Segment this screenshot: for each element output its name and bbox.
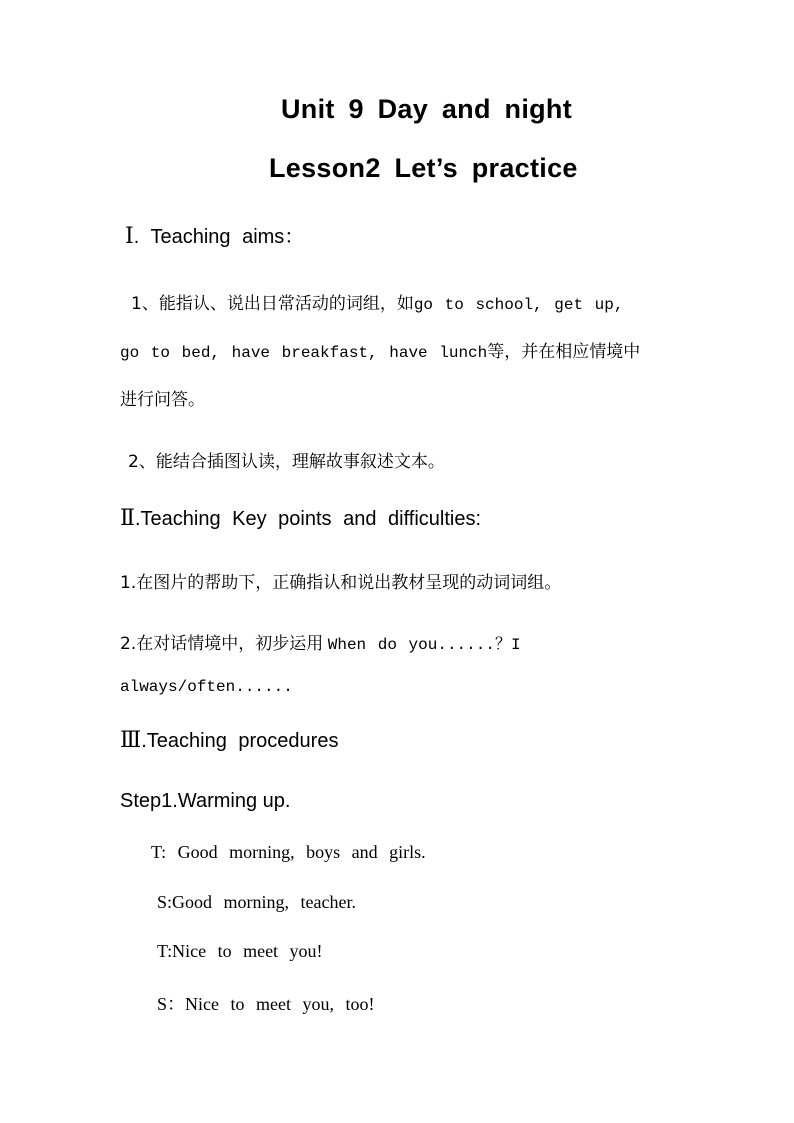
dialogue-line: S：Nice to meet you, too! (157, 994, 375, 1014)
aim-1-english-phrases-2: go to bed, have breakfast, have lunch (120, 344, 488, 362)
aim-2-text: 2、能结合插图认读，理解故事叙述文本。 (128, 452, 445, 472)
aim-item-1-line-3 (120, 385, 205, 410)
unit-title: Unit 9 Day and night (281, 94, 573, 124)
section-teaching-aims (125, 220, 304, 249)
section-numeral: Ⅰ (125, 223, 134, 248)
section-heading: .Teaching Key points and difficulties: (134, 508, 482, 530)
section-heading: .Teaching procedures (141, 730, 339, 752)
section-numeral: Ⅱ (120, 505, 135, 530)
aim-1-chinese-prefix: 1、能指认、说出日常活动的词组，如 (131, 294, 414, 314)
key-point-2-english-continued: always/often...... (120, 678, 293, 696)
dialogue-line: T:Nice to meet you! (157, 941, 323, 961)
key-point-1-text: 1.在图片的帮助下，正确指认和说出教材呈现的动词词组。 (120, 573, 562, 593)
dialogue-line: T: Good morning, boys and girls. (151, 842, 426, 862)
key-point-2-line-2 (120, 675, 293, 696)
section-heading: . Teaching aims： (133, 226, 305, 248)
step-1-heading: Step1.Warming up. (120, 790, 291, 812)
key-point-2-chinese: 2.在对话情境中，初步运用 (120, 634, 324, 654)
aim-1-english-phrases-1: go to school, get up, (413, 296, 624, 314)
aim-1-chinese-end: 进行问答。 (120, 390, 205, 410)
section-numeral: Ⅲ (120, 727, 142, 752)
lesson-title: Lesson2 Let’s practice (269, 153, 578, 183)
section-procedures (120, 727, 338, 753)
dialogue-line: S:Good morning, teacher. (157, 892, 356, 912)
aim-item-1-line-1 (131, 289, 623, 314)
aim-item-2 (128, 447, 445, 472)
key-point-1 (120, 568, 561, 593)
key-point-2-english: When do you......？I (327, 636, 521, 654)
aim-1-chinese-suffix: 等，并在相应情境中 (487, 342, 641, 362)
key-point-2-line-1 (120, 629, 521, 654)
section-key-points (120, 505, 481, 531)
aim-item-1-line-2 (120, 337, 640, 362)
